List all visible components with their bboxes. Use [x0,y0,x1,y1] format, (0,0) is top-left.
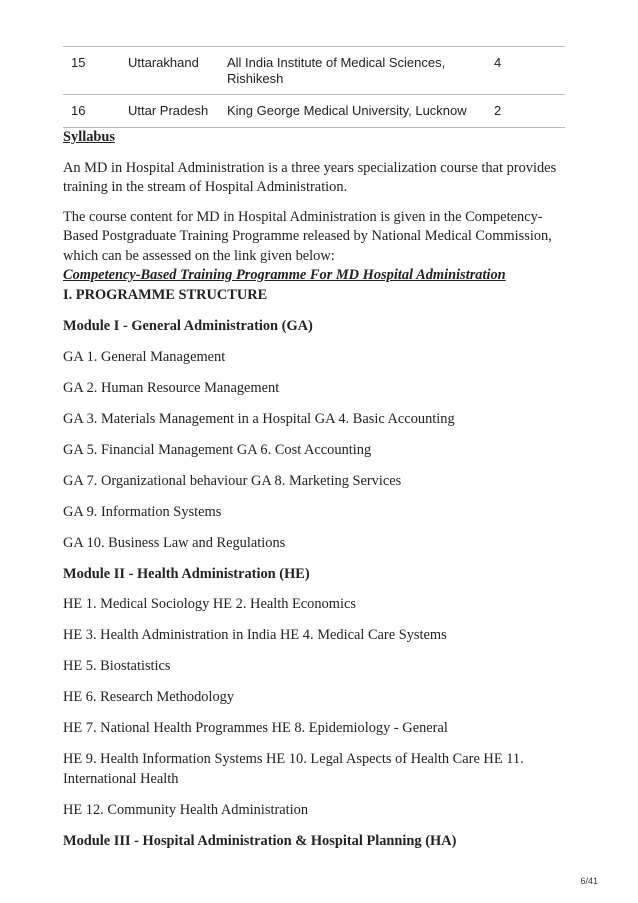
article-content [63,128,568,862]
intro-paragraph: An MD in Hospital Administration is a three years specialization course that provides training in the stream of Hospital Administration. [63,159,557,195]
module-item: HE 1. Medical Sociology HE 2. Health Economics [63,596,356,612]
module-item: HE 6. Research Methodology [63,689,235,705]
intro-paragraph: The course content for MD in Hospital Administration is given in the Competency-Based Postgraduate Training Programme released by National Medical Commission, which can be assessed on the link given below: [63,208,552,264]
module-item: GA 5. Financial Management GA 6. Cost Accounting [63,441,372,458]
institute-cell: King George Medical University, Lucknow [227,103,467,118]
module-item: GA 9. Information Systems [63,503,222,520]
module-heading: Module III - Hospital Administration & Hospital Planning (HA) [63,832,457,849]
module-item: GA 3. Materials Management in a Hospital GA 4. Basic Accounting [63,410,455,427]
module-item: HE 5. Biostatistics [63,658,171,674]
seats-cell: 2 [494,103,502,118]
sno-cell: 16 [71,103,86,118]
page-number: 6/41 [580,876,598,886]
table-row [63,47,565,95]
sno-cell: 15 [71,55,86,70]
module-item: GA 10. Business Law and Regulations [63,534,286,551]
table-row [63,95,565,128]
programme-structure-heading: I. PROGRAMME STRUCTURE [63,286,268,303]
module-item: HE 9. Health Information Systems HE 10. Legal Aspects of Health Care HE 11. International Health [63,751,524,787]
training-programme-link[interactable]: Competency-Based Training Programme For MD Hospital Administration [63,267,506,283]
module-item: GA 7. Organizational behaviour GA 8. Marketing Services [63,472,402,489]
seats-cell: 4 [494,55,502,70]
state-cell: Uttarakhand [128,55,199,70]
module-item: GA 2. Human Resource Management [63,379,280,396]
module-item: HE 3. Health Administration in India HE 4. Medical Care Systems [63,627,447,643]
colleges-table [63,46,565,128]
module-item: HE 7. National Health Programmes HE 8. Epidemiology - General [63,720,448,736]
module-heading: Module I - General Administration (GA) [63,318,313,334]
syllabus-heading: Syllabus [63,129,115,145]
module-heading: Module II - Health Administration (HE) [63,565,310,582]
state-cell: Uttar Pradesh [128,103,209,118]
module-item: HE 12. Community Health Administration [63,801,309,818]
institute-cell: All India Institute of Medical Sciences, Rishikesh [227,55,446,86]
module-item: GA 1. General Management [63,348,226,365]
